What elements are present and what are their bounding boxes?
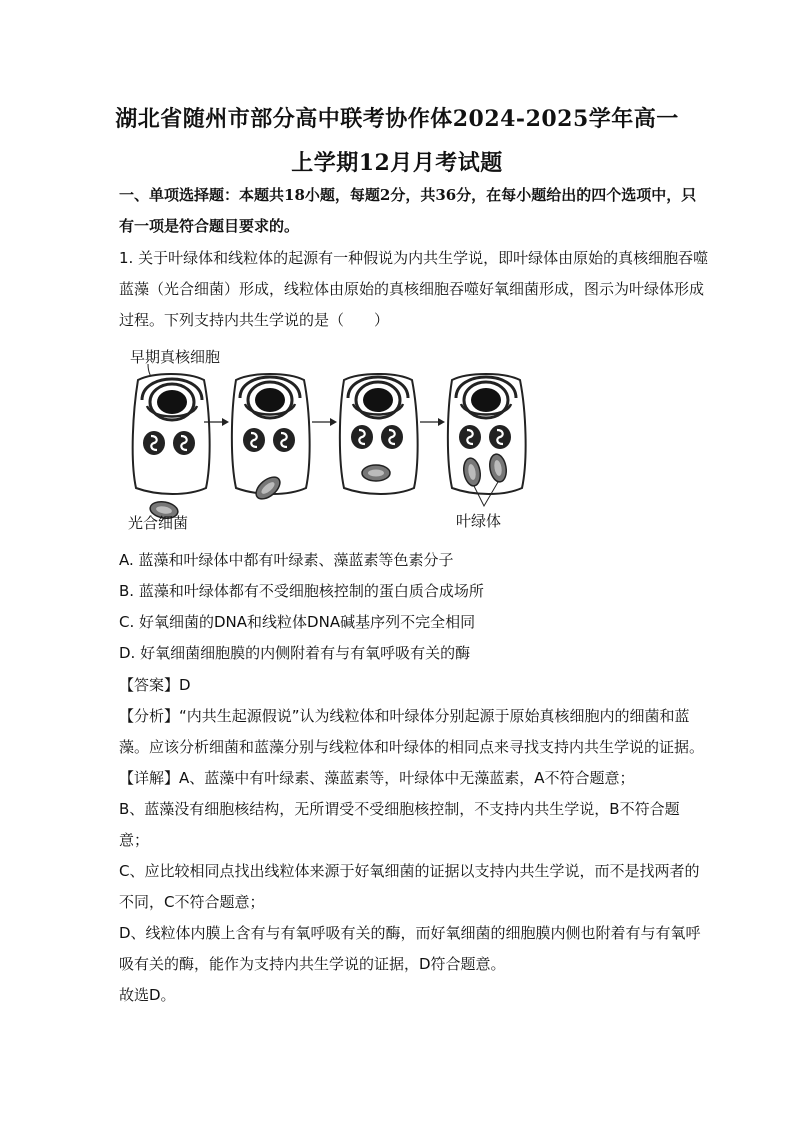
endosymbiosis-figure: [118, 340, 548, 535]
option-c: C. 好氧细菌的DNA和线粒体DNA碱基序列不完全相同: [119, 613, 476, 631]
figure-label-photosynthetic-bacteria: 光合细菌: [128, 514, 189, 532]
section-instructions: [119, 180, 697, 242]
detail-line-7: 吸有关的酶，能作为支持内共生学说的证据，D符合题意。: [119, 955, 506, 973]
detail-line-3: 意；: [119, 831, 150, 849]
question-line-1: 1. 关于叶绿体和线粒体的起源有一种假说为内共生学说，即叶绿体由原始的真核细胞吞噬: [119, 249, 709, 267]
analysis-line-2: 藻。应该分析细菌和蓝藻分别与线粒体和叶绿体的相同点来寻找支持内共生学说的证据。: [119, 738, 705, 756]
option-b: B. 蓝藻和叶绿体都有不受细胞核控制的蛋白质合成场所: [119, 582, 484, 600]
cell-1: [133, 374, 210, 520]
cell-4: [448, 374, 526, 506]
document-title-line-1: 湖北省随州市部分高中联考协作体2024-2025学年高一: [115, 106, 679, 132]
figure-drawing: [118, 340, 548, 535]
detail-line-5: 不同，C不符合题意；: [119, 893, 265, 911]
detail-line-1: 【详解】A、蓝藻中有叶绿素、藻蓝素等，叶绿体中无藻蓝素，A不符合题意；: [119, 769, 635, 787]
figure-label-early-eukaryote: 早期真核细胞: [130, 348, 221, 366]
document-title-line-2: 上学期12月月考试题: [291, 150, 503, 176]
arrow-3: [420, 418, 445, 426]
question-stem: [119, 243, 709, 336]
cell-3: [340, 374, 418, 494]
cell-2: [232, 374, 310, 503]
detail-line-8: 故选D。: [119, 986, 176, 1004]
option-a: A. 蓝藻和叶绿体中都有叶绿素、藻蓝素等色素分子: [119, 551, 454, 569]
option-d: D. 好氧细菌细胞膜的内侧附着有与有氧呼吸有关的酶: [119, 644, 471, 662]
detail-line-2: B、蓝藻没有细胞核结构，无所谓受不受细胞核控制，不支持内共生学说，B不符合题: [119, 800, 680, 818]
detail-line-4: C、应比较相同点找出线粒体来源于好氧细菌的证据以支持内共生学说，而不是找两者的: [119, 862, 700, 880]
question-line-2: 蓝藻（光合细菌）形成，线粒体由原始的真核细胞吞噬好氧细菌形成，图示为叶绿体形成: [119, 280, 705, 298]
arrow-2: [312, 418, 337, 426]
question-line-3: 过程。下列支持内共生学说的是（ ）: [119, 311, 390, 329]
options-list: [119, 545, 679, 669]
section-line-1: 一、单项选择题：本题共18小题，每题2分，共36分，在每小题给出的四个选项中，只: [119, 186, 697, 204]
figure-label-chloroplast: 叶绿体: [456, 512, 502, 530]
detail-line-6: D、线粒体内膜上含有与有氧呼吸有关的酶，而好氧细菌的细胞膜内侧也附着有与有氧呼: [119, 924, 701, 942]
internal-bacterium: [362, 465, 390, 481]
answer-block: [119, 670, 705, 1011]
analysis-line-1: 【分析】“内共生起源假说”认为线粒体和叶绿体分别起源于原始真核细胞内的细菌和蓝: [119, 707, 690, 725]
section-line-2: 有一项是符合题目要求的。: [119, 217, 300, 235]
answer: 【答案】D: [119, 676, 191, 694]
